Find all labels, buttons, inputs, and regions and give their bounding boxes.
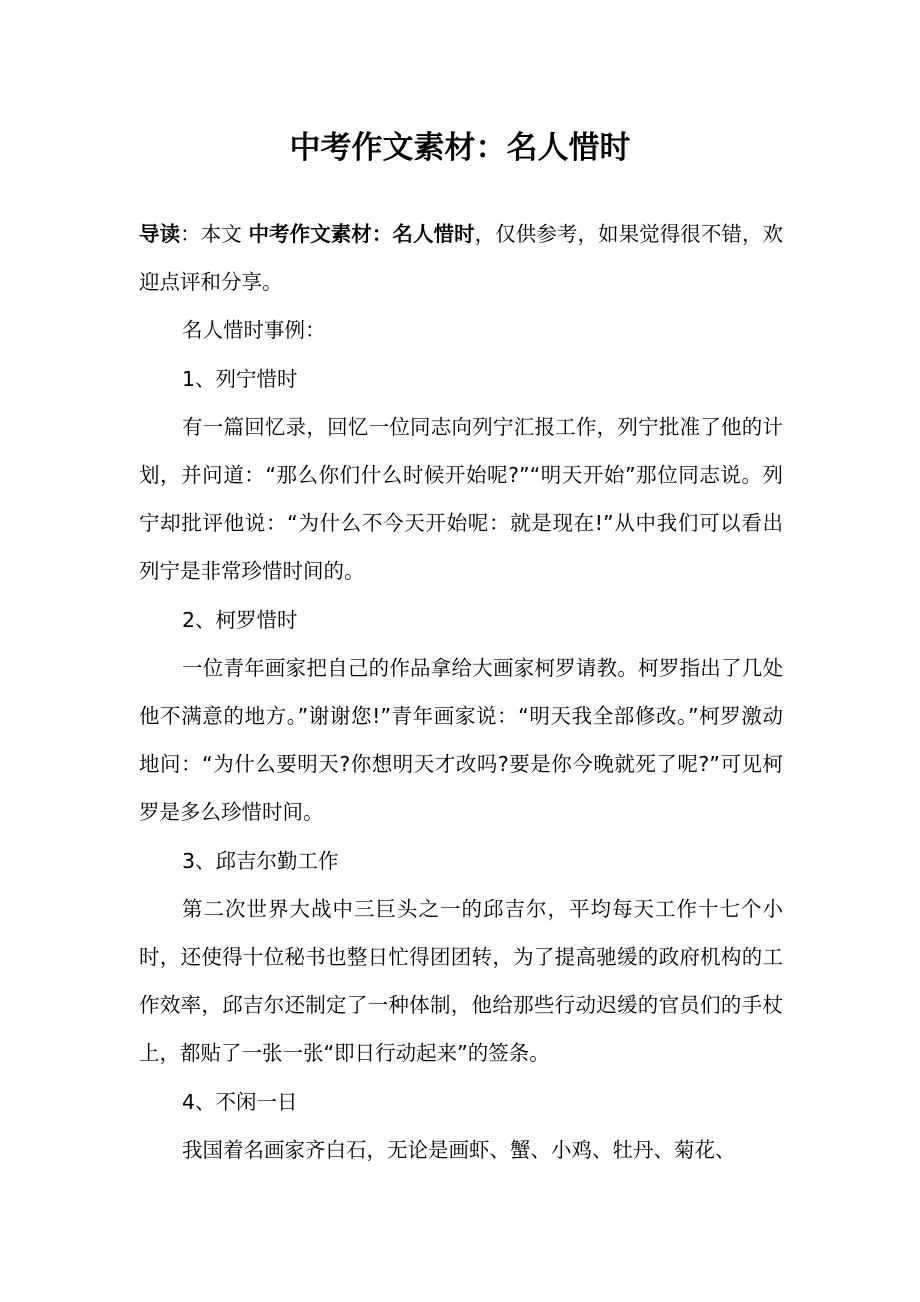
intro-colon: ： xyxy=(180,222,201,246)
intro-bold-title: 中考作文素材：名人惜时 xyxy=(248,222,475,246)
heading-no-idle-day: 4、不闲一日 xyxy=(182,1089,298,1114)
heading-lenin: 1、列宁惜时 xyxy=(182,366,298,391)
document-title: 中考作文素材：名人惜时 xyxy=(289,130,631,166)
paragraph-churchill: 第二次世界大战中三巨头之一的邱吉尔，平均每天工作十七个小时，还使得十位秘书也整日忙得团团转，为了提高驰缓的政府机构的工作效率，邱吉尔还制定了一种体制，他给那些行动迟缓的官员们的手杖上，都贴了一张一张“即日行动起来”的签条。 xyxy=(139,896,783,1066)
section-lead: 名人惜时事例： xyxy=(182,318,326,343)
paragraph-qi-baishi: 我国着名画家齐白石，无论是画虾、蟹、小鸡、牡丹、菊花、 xyxy=(182,1137,736,1162)
intro-prefix: 本文 xyxy=(200,222,249,246)
paragraph-lenin: 有一篇回忆录，回忆一位同志向列宁汇报工作，列宁批准了他的计划，并问道：“那么你们什么时候开始呢?”“明天开始”那位同志说。列宁却批评他说：“为什么不今天开始呢：就是现在!”从中我们可以看出列宁是非常珍惜时间的。 xyxy=(139,414,783,584)
heading-churchill: 3、邱吉尔勤工作 xyxy=(182,848,339,873)
document-body xyxy=(139,210,783,1174)
intro-paragraph xyxy=(139,210,783,306)
intro-suffix: ，仅供参考，如果觉得很不错，欢迎点评和分享。 xyxy=(139,222,784,295)
heading-corot: 2、柯罗惜时 xyxy=(182,607,298,632)
paragraph-corot: 一位青年画家把自己的作品拿给大画家柯罗请教。柯罗指出了几处他不满意的地方。”谢谢您!”青年画家说：“明天我全部修改。”柯罗激动地问：“为什么要明天?你想明天才改吗?要是你今晚就死了呢?”可见柯罗是多么珍惜时间。 xyxy=(139,655,783,825)
intro-label: 导读 xyxy=(139,222,181,246)
